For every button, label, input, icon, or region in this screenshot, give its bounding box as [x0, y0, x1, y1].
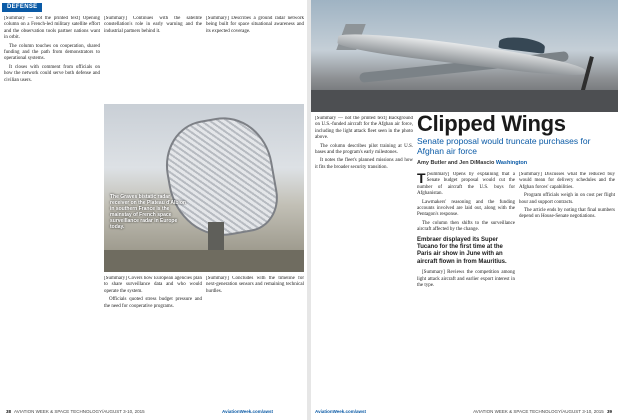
publication-line: AVIATION WEEK & SPACE TECHNOLOGY/AUGUST 3-10, 2015: [473, 409, 604, 414]
paragraph: The column then shifts to the surveillance aircraft affected by the change.: [417, 220, 515, 233]
paragraph-lead: [417, 172, 515, 198]
paragraph: [Summary] Covers how European agencies plan to share surveillance data and who would operate the system.: [104, 276, 202, 294]
article-byline: [417, 160, 613, 166]
paragraph: Officials quoted stress budget pressure and the need for cooperative programs.: [104, 297, 202, 309]
page-number: 38: [6, 409, 12, 414]
page-number: 39: [606, 409, 612, 414]
photo-ground: [104, 250, 304, 272]
lead-text: [Summary] Opens by explaining that a Senate budget proposal would cut the number of aircraft the U.S. buys for Afghanistan.: [417, 172, 515, 197]
paragraph: [Summary] Describes a ground radar network being built for space situational awareness and its expected coverage.: [206, 16, 304, 34]
photo-tarmac: [311, 90, 618, 112]
paragraph: [Summary] Reviews the competition among light attack aircraft and earlier export interest in the type.: [417, 270, 515, 289]
paragraph: It notes the fleet's planned missions and how it fits the broader security transition.: [315, 158, 413, 170]
left-column-3-bottom: [206, 276, 304, 404]
right-column-2: [417, 172, 515, 404]
left-column-2-bottom: [104, 276, 202, 404]
section-label: DEFENSE: [2, 3, 42, 12]
paragraph: [Summary] Concludes with the timeline for next-generation sensors and remaining technical hurdles.: [206, 276, 304, 294]
article-deck: Senate proposal would truncate purchases for Afghan air force: [417, 136, 591, 156]
paragraph: The column describes pilot training at U.S. bases and the program's early milestones.: [315, 143, 413, 156]
right-folio: [473, 409, 614, 414]
paragraph: The article ends by noting that final numbers depend on House-Senate negotiations.: [519, 208, 615, 220]
left-page: [0, 0, 307, 420]
a29-aircraft-photo: [311, 0, 618, 112]
right-page: [311, 0, 618, 420]
left-folio: [4, 409, 145, 414]
paragraph: Lawmakers' reasoning and the funding accounts involved are laid out, along with the Pentagon's response.: [417, 199, 515, 218]
pull-quote: Embraer displayed its Super Tucano for the first time at the Paris air show in June with an aircraft flown in from Mauritius.: [417, 236, 507, 265]
publication-line: AVIATION WEEK & SPACE TECHNOLOGY/AUGUST 3-10, 2015: [14, 409, 145, 414]
paragraph: Program officials weigh in on cost per flight hour and support contracts.: [519, 193, 615, 205]
article-headline: Clipped Wings: [417, 111, 566, 136]
byline-dateline: Washington: [495, 160, 528, 166]
right-column-1: [315, 116, 413, 404]
left-column-2-top: [104, 16, 202, 100]
paragraph: It closes with comment from officials on how the network could serve both defense and civilian users.: [4, 64, 100, 83]
byline-authors: Amy Butler and Jen DiMascio: [417, 160, 495, 166]
right-folio-web: AviationWeek.com/awst: [315, 409, 367, 414]
left-column-3-top: [206, 16, 304, 100]
right-column-3: [519, 172, 615, 404]
radar-photo: [104, 104, 304, 272]
paragraph: [Summary] Continues with the satellite constellation's role in early warning and the industrial partners behind it.: [104, 16, 202, 34]
propeller-icon: [580, 56, 594, 94]
drop-cap: T: [417, 172, 426, 186]
photo-caption: The Graves bistatic radar receiver on the Plateau d'Albion in southern France is the mainstay of French space surveillance radar in Europe today.: [110, 194, 186, 230]
paragraph: [Summary — not the printed text] Opening column on a French-led military satellite effort and the observation tools partner nations want in orbit.: [4, 16, 100, 41]
paragraph: [Summary — not the printed text] Background on U.S.-funded aircraft for the Afghan air force, including the light attack fleet seen in the photo above.: [315, 116, 413, 141]
paragraph: The column touches on cooperation, shared funding and the path from demonstrators to operational systems.: [4, 43, 100, 62]
paragraph: [Summary] Discusses what the reduced buy would mean for delivery schedules and the Afghan forces' capabilities.: [519, 172, 615, 190]
left-column-1: [4, 16, 100, 404]
left-folio-web: AviationWeek.com/awst: [222, 409, 274, 414]
